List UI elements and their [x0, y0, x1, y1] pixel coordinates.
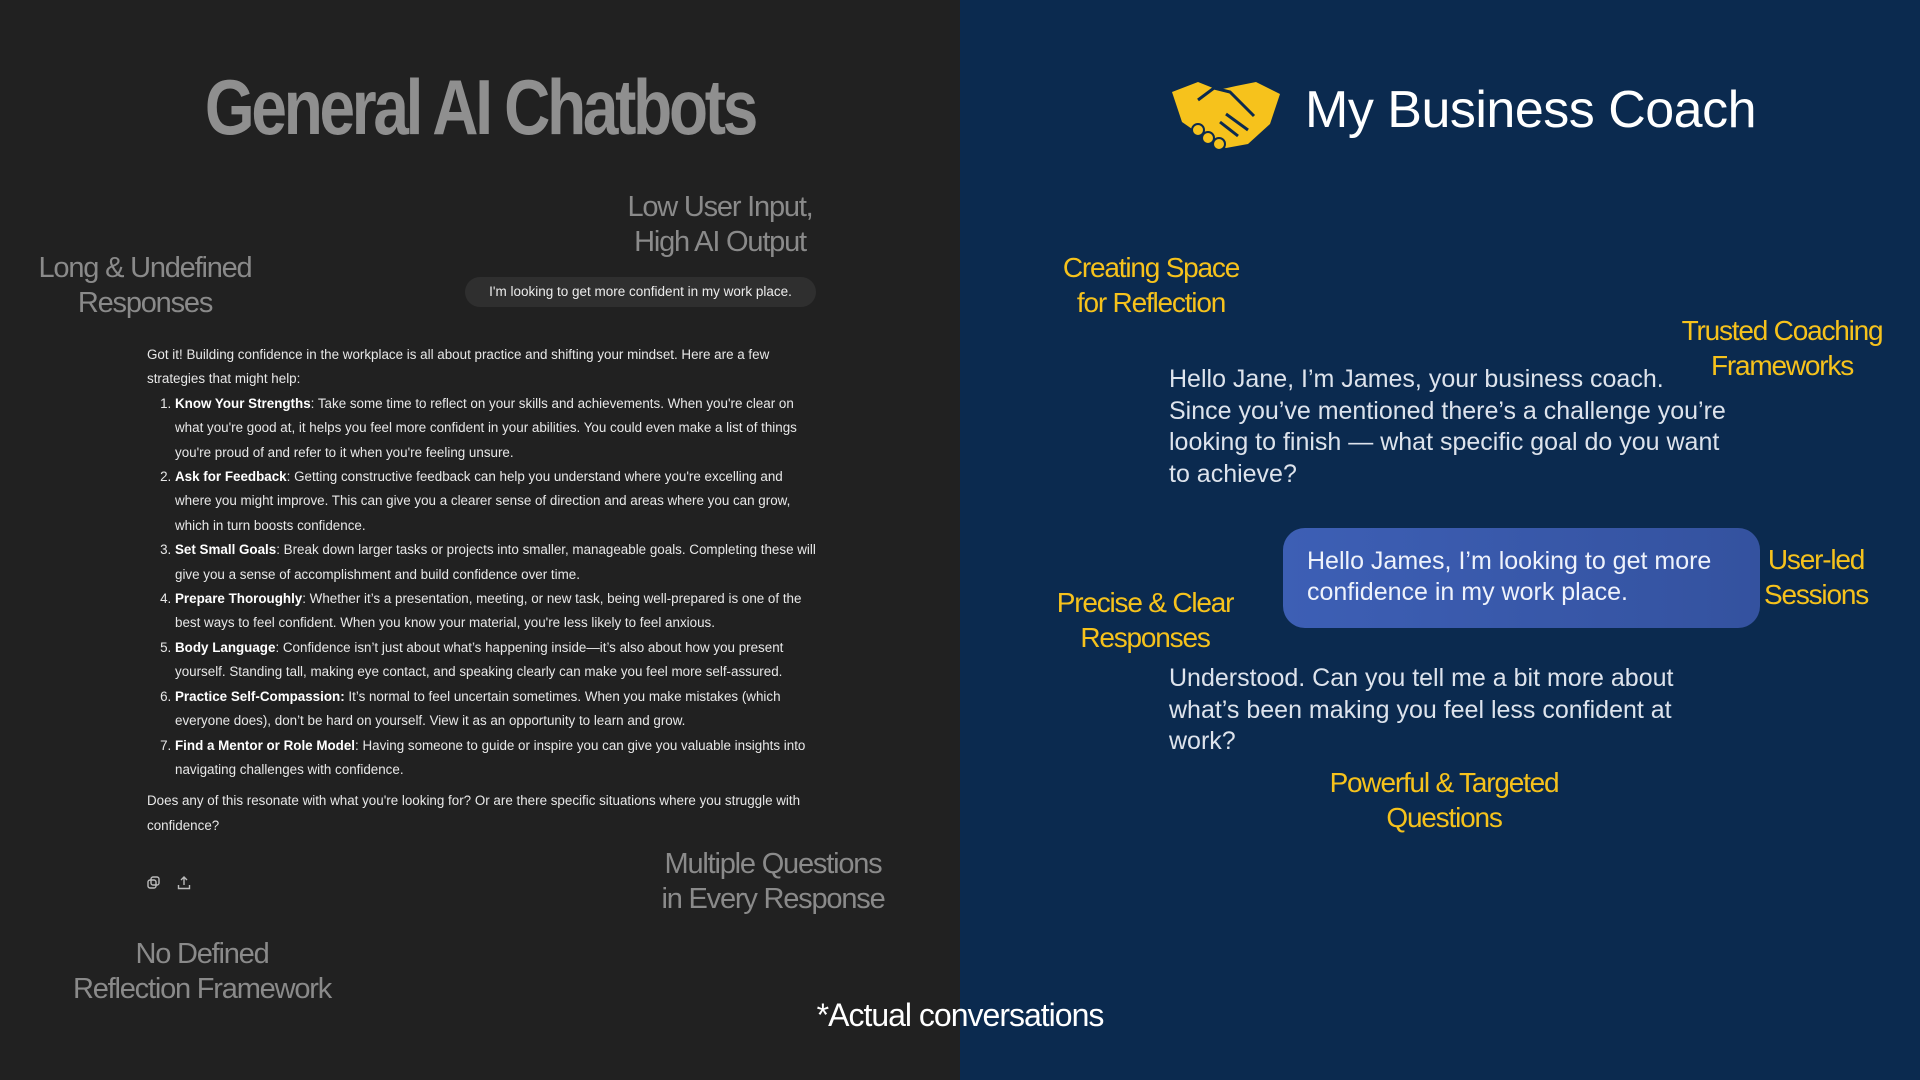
strategy-text: : Take some time to reflect on your skills and achievements. When you're clear on what you're good at, it helps you feel more confident in your abilities. You could even make a list of things you're proud of and refer to it when you're feeling unsure. [175, 395, 797, 460]
strategy-item [175, 587, 822, 636]
label-line: No Defined [135, 938, 269, 970]
coach-message-2: Understood. Can you tell me a bit more about what’s been making you feel less confident at work? [1169, 664, 1674, 755]
strategy-item [175, 392, 822, 465]
label-line: in Every Response [661, 883, 885, 915]
copy-icon[interactable] [147, 876, 161, 890]
strategy-item [175, 734, 822, 783]
label-line: High AI Output [634, 226, 806, 258]
label-long-responses [0, 251, 305, 321]
coach-message-1: Hello Jane, I’m James, your business coach. Since you’ve mentioned there’s a challenge you’re looking to finish — what specific goal do you want to achieve? [1169, 365, 1726, 488]
strategy-text: : Getting constructive feedback can help you understand where you're excelling and where you might improve. This can give you a clearer sense of direction and areas where you can grow, which in turn boosts confidence. [175, 469, 791, 533]
chatbot-response [147, 343, 822, 838]
label-line: Trusted Coaching [1681, 315, 1883, 346]
response-intro: Got it! Building confidence in the workplace is all about practice and shifting your mindset. Here are a few strategies that might help: [147, 347, 770, 387]
label-line: Powerful & Targeted [1329, 767, 1559, 798]
strategy-title: Practice Self-Compassion: [175, 688, 345, 704]
strategy-text: : Having someone to guide or inspire you can give you valuable insights into navigating challenges with confidence. [175, 737, 806, 777]
strategy-text: : Whether it’s a presentation, meeting, or new task, being well-prepared is one of the best ways to feel confident. When you know your material, you're less likely to feel anxious. [175, 591, 802, 631]
strategy-title: Ask for Feedback [175, 469, 287, 485]
label-line: Responses [1080, 622, 1210, 653]
label-multiple-questions [613, 847, 933, 917]
strategy-title: Know Your Strengths [175, 395, 311, 411]
label-line: Long & Undefined [38, 252, 252, 284]
strategy-item [175, 685, 822, 734]
label-line: Low User Input, [627, 191, 813, 223]
label-line: Precise & Clear [1056, 587, 1234, 618]
user-message-bubble-coach: Hello James, I’m looking to get more confidence in my work place. [1283, 528, 1760, 628]
strategy-text: : Break down larger tasks or projects into smaller, manageable goals. Completing these will give you a sense of accomplishment and build confidence over time. [175, 542, 816, 582]
strategy-title: Set Small Goals [175, 542, 277, 558]
label-precise-responses [995, 585, 1295, 655]
label-line: Sessions [1763, 579, 1868, 610]
label-line: Frameworks [1710, 350, 1853, 381]
strategy-title: Find a Mentor or Role Model [175, 737, 356, 753]
label-line: Creating Space [1062, 252, 1240, 283]
label-line: for Reflection [1076, 287, 1226, 318]
response-outro: Does any of this resonate with what you're looking for? Or are there specific situations where you struggle with confidence? [147, 793, 801, 833]
strategy-title: Body Language [175, 639, 276, 655]
label-low-input [560, 190, 880, 260]
strategy-item [175, 538, 822, 587]
label-powerful-questions [1294, 765, 1594, 835]
share-icon[interactable] [177, 876, 191, 890]
label-line: Multiple Questions [664, 848, 882, 880]
label-line: Questions [1386, 802, 1502, 833]
strategy-title: Prepare Thoroughly [175, 591, 303, 607]
strategy-item [175, 465, 822, 538]
footnote: *Actual conversations [816, 997, 1104, 1033]
label-line: User-led [1767, 544, 1865, 575]
strategy-item [175, 636, 822, 685]
handshake-icon [1168, 78, 1282, 157]
strategy-list [175, 392, 822, 783]
label-user-led [1666, 542, 1920, 612]
user-message-bubble: I'm looking to get more confident in my work place. [465, 277, 816, 307]
label-line: Reflection Framework [72, 973, 332, 1005]
business-coach-title: My Business Coach [1305, 81, 1757, 139]
strategy-text: It’s normal to feel uncertain sometimes. When you make mistakes (which everyone does), don’t be hard on yourself. View it as an opportunity to learn and grow. [175, 688, 781, 729]
strategy-text: : Confidence isn’t just about what’s happening inside—it’s also about how you present yourself. Standing tall, making eye contact, and speaking clearly can make you feel more self-assured. [175, 639, 784, 680]
message-actions [147, 876, 191, 890]
label-line: Responses [77, 287, 213, 319]
label-creating-space [1001, 250, 1301, 320]
general-chatbots-title: General AI Chatbots [204, 63, 756, 151]
